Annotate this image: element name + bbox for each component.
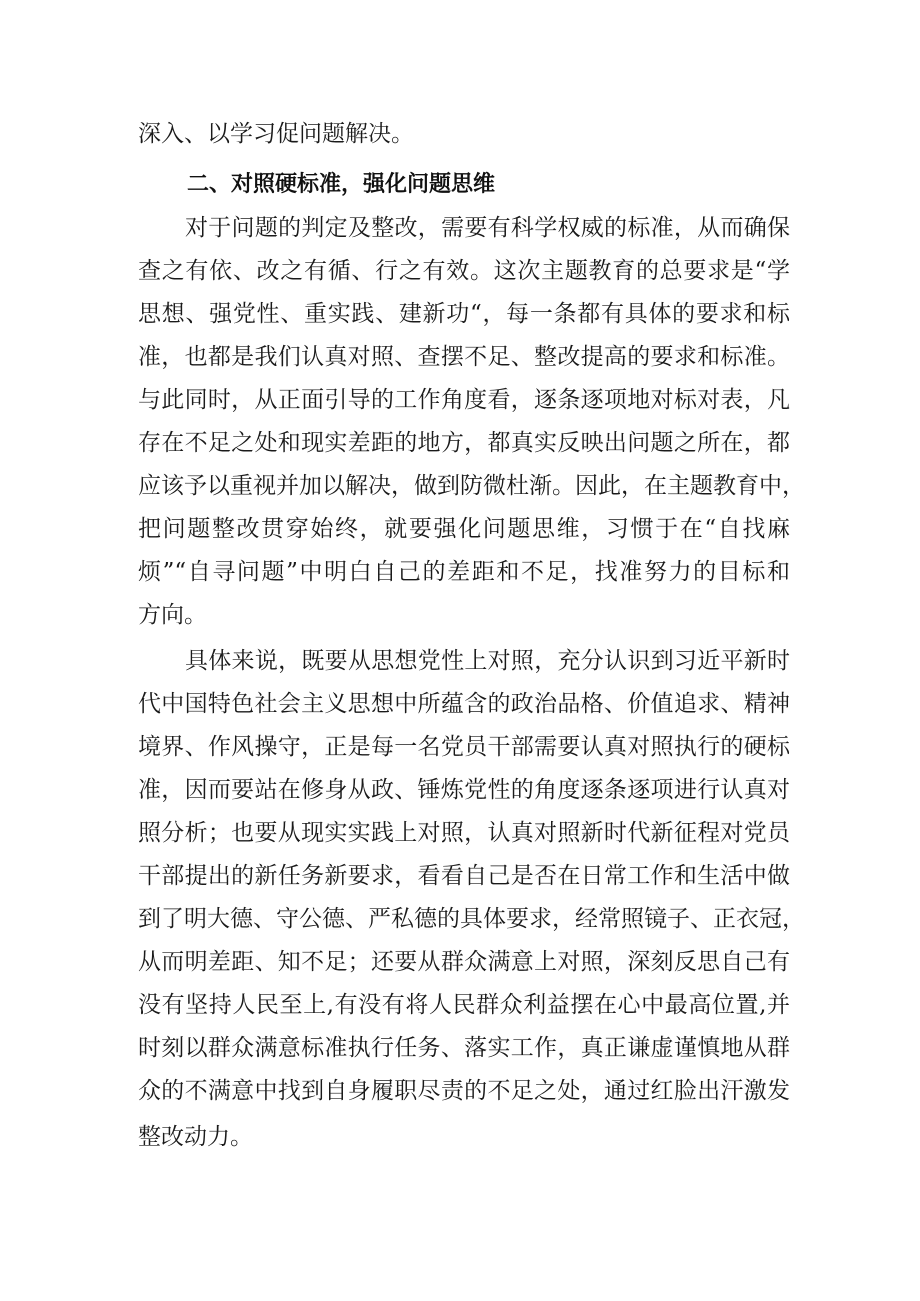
text-line: 具体来说，既要从思想党性上对照，充分认识到习近平新时 — [185, 648, 790, 674]
text-line: 众的不满意中找到自身履职尽责的不足之处，通过红脸出汗激发 — [138, 1078, 790, 1104]
text-line: 烦”“自寻问题”中明白自己的差距和不足，找准努力的目标和 — [138, 559, 790, 585]
text-line: 思想、强党性、重实践、建新功“，每一条都有具体的要求和标 — [138, 301, 790, 327]
text-line: 照分析；也要从现实实践上对照，认真对照新时代新征程对党员 — [138, 820, 790, 846]
text-line: 境界、作风操守，正是每一名党员干部需要认真对照执行的硬标 — [138, 734, 790, 760]
text-line: 整改动力。 — [138, 1124, 253, 1150]
text-line: 从而明差距、知不足；还要从群众满意上对照，深刻反思自己有 — [138, 949, 790, 975]
text-line: 与此同时，从正面引导的工作角度看，逐条逐项地对标对表，凡 — [138, 387, 790, 413]
text-line: 查之有依、改之有循、行之有效。这次主题教育的总要求是“学 — [138, 258, 790, 284]
text-line: 深入、以学习促问题解决。 — [138, 121, 414, 147]
text-line: 没有坚持人民至上,有没有将人民群众利益摆在心中最高位置,并 — [138, 992, 790, 1018]
text-line: 准，也都是我们认真对照、查摆不足、整改提高的要求和标准。 — [138, 344, 790, 370]
text-line: 时刻以群众满意标准执行任务、落实工作，真正谦虚谨慎地从群 — [138, 1035, 790, 1061]
text-line: 干部提出的新任务新要求，看看自己是否在日常工作和生活中做 — [138, 863, 790, 889]
text-line: 准，因而要站在修身从政、锤炼党性的角度逐条逐项进行认真对 — [138, 777, 790, 803]
text-line: 对于问题的判定及整改，需要有科学权威的标准，从而确保 — [185, 215, 790, 241]
text-line: 存在不足之处和现实差距的地方，都真实反映出问题之所在，都 — [138, 430, 790, 456]
text-line: 代中国特色社会主义思想中所蕴含的政治品格、价值追求、精神 — [138, 691, 790, 717]
text-line: 把问题整改贯穿始终，就要强化问题思维，习惯于在“自找麻 — [138, 516, 790, 542]
text-line: 到了明大德、守公德、严私德的具体要求，经常照镜子、正衣冠， — [138, 906, 805, 932]
section-heading: 二、对照硬标准，强化问题思维 — [187, 172, 496, 197]
text-line: 方向。 — [138, 602, 207, 628]
text-line: 应该予以重视并加以解决，做到防微杜渐。因此，在主题教育中， — [138, 473, 805, 499]
